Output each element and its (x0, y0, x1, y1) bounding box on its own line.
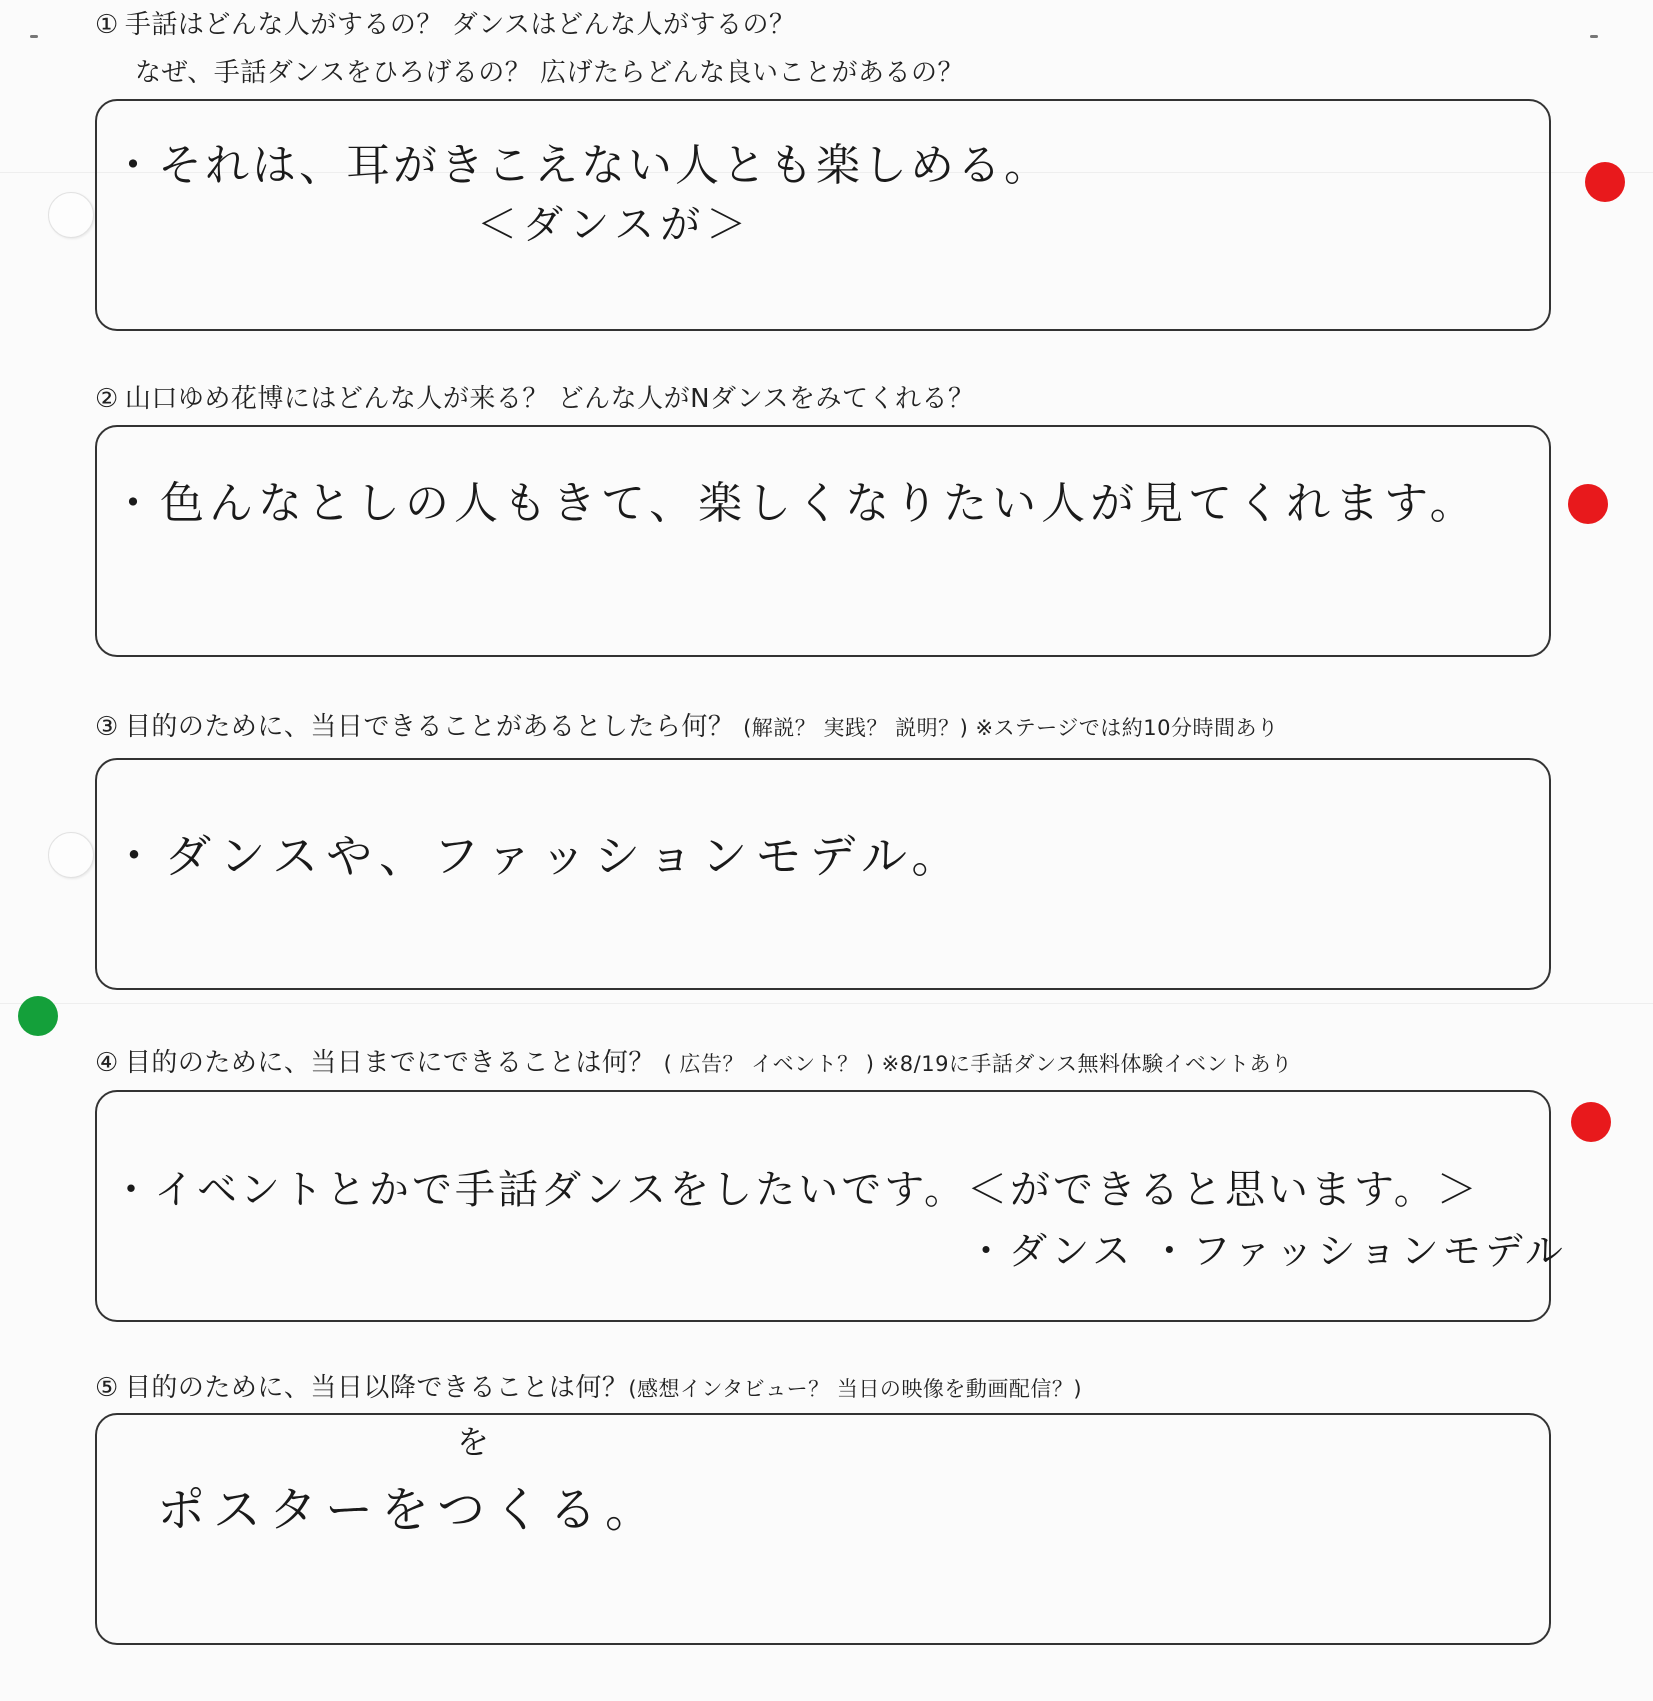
question-3-label (95, 704, 1278, 751)
question-note: (感想インタビュー？ 当日の映像を動画配信？) (628, 1377, 1083, 1401)
question-number: ② (95, 384, 119, 414)
punch-hole (48, 832, 94, 878)
question-number: ⑤ (95, 1373, 119, 1403)
question-4-label (95, 1040, 1293, 1087)
speck (1590, 35, 1598, 38)
handwritten-answer: ポスターをつくる。 (157, 1482, 662, 1538)
question-text: 目的のために、当日できることがあるとしたら何？ (124, 712, 735, 742)
punch-hole (48, 192, 94, 238)
handwritten-answer: ・色んなとしの人もきて、楽しくなりたい人が見てくれます。 (111, 478, 1479, 529)
handwritten-answer: ・それは、耳がきこえない人とも楽しめる。 (111, 140, 1051, 191)
handwritten-correction: を (457, 1423, 490, 1461)
question-text: 手話はどんな人がするの？ ダンスはどんな人がするの？ (124, 10, 796, 40)
handwritten-answer: ・ダンスや、ファッションモデル。 (111, 829, 966, 883)
question-1-label (95, 2, 796, 48)
answer-box-5[interactable] (95, 1413, 1551, 1645)
question-2-label (95, 376, 975, 422)
handwritten-answer: ・イベントとかで手話ダンスをしたいです。＜ができると思います。＞ (111, 1167, 1480, 1213)
answer-box-4[interactable] (95, 1090, 1567, 1322)
handwritten-answer: ＜ダンスが＞ (477, 202, 753, 248)
answer-box-2[interactable] (95, 425, 1551, 657)
question-note: (解説？ 実践？ 説明？) ※ステージでは約10分時間あり (743, 716, 1279, 740)
question-text: 目的のために、当日までにできることは何？ (124, 1048, 655, 1078)
answer-box-1[interactable] (95, 99, 1551, 331)
question-number: ③ (95, 712, 119, 742)
speck (30, 35, 38, 38)
question-text: なぜ、手話ダンスをひろげるの？ 広げたらどんな良いことがあるの？ (135, 58, 964, 88)
red-marker-dot (1571, 1102, 1611, 1142)
question-note: ( 広告？ イベント？ ) ※8/19に手話ダンス無料体験イベントあり (663, 1052, 1293, 1076)
paper-fold-line (0, 1003, 1653, 1004)
question-number: ④ (95, 1048, 119, 1078)
question-5-label (95, 1365, 1082, 1412)
question-text: 山口ゆめ花博にはどんな人が来る？ どんな人がNダンスをみてくれる？ (124, 384, 975, 414)
answer-box-3[interactable] (95, 758, 1551, 990)
question-1-label-line2 (135, 50, 964, 96)
question-text: 目的のために、当日以降できることは何？ (124, 1373, 629, 1403)
question-number: ① (95, 10, 119, 40)
red-marker-dot (1585, 162, 1625, 202)
green-marker-dot (18, 996, 58, 1036)
red-marker-dot (1568, 484, 1608, 524)
handwritten-answer: ・ダンス ・ファッションモデル (967, 1229, 1567, 1273)
